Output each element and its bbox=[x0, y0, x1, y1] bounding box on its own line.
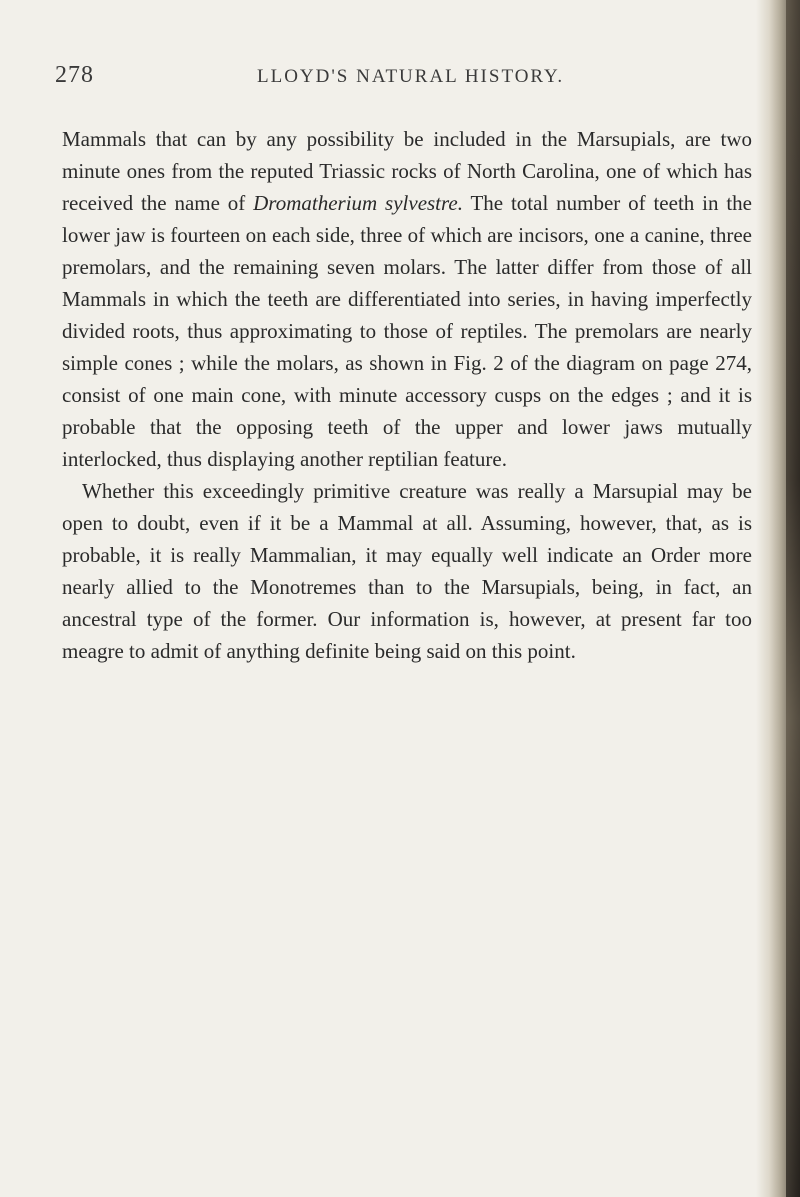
page-number: 278 bbox=[55, 62, 94, 88]
paragraph-1 bbox=[62, 123, 752, 475]
running-head: LLOYD'S NATURAL HISTORY. bbox=[257, 66, 565, 87]
paragraph-1-end: The total number of teeth in the lower jaw is fourteen on each side, three of which are incisors, one a canine, three premolars, and the remaining seven molars. The latter differ from those of all Mammals in which the teeth are differentiated into series, in having imperfectly divided roots, thus approximating to those of reptiles. The premolars are nearly simple cones ; while the molars, as shown in Fig. 2 of the diagram on page 274, consist of one main cone, with minute accessory cusps on the edges ; and it is probable that the opposing teeth of the upper and lower jaws mutually interlocked, thus displaying another reptilian feature. bbox=[62, 191, 752, 471]
page-header bbox=[55, 62, 775, 92]
body-text bbox=[62, 123, 752, 667]
species-name: Dromatherium sylvestre. bbox=[253, 191, 463, 215]
paragraph-2: Whether this exceedingly primitive creature was really a Marsupial may be open to doubt, even if it be a Mammal at all. Assuming, however, that, as is probable, it is really Mammalian, it may equally well indicate an Order more nearly allied to the Monotremes than to the Marsupials, being, in fact, an ancestral type of the former. Our information is, however, at present far too meagre to admit of anything definite being said on this point. bbox=[62, 479, 752, 663]
paragraph-1-start: Mammals that can by any possibility be included in the Marsupials, are two minute ones from the reputed Triassic rocks of North Carolina, one of which has received the name of bbox=[62, 127, 752, 215]
page-edge bbox=[786, 0, 800, 1197]
